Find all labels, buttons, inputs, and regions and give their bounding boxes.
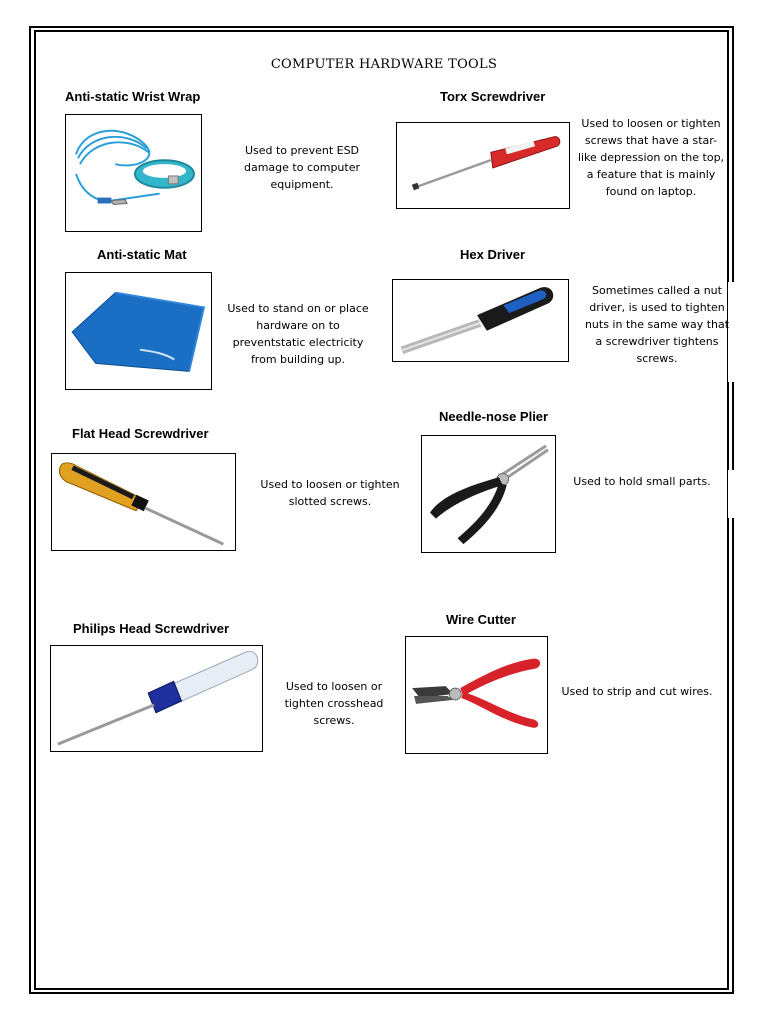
border-gap	[728, 470, 740, 518]
tool-desc-wrist-wrap: Used to prevent ESD damage to computer equipment.	[243, 144, 360, 191]
tool-desc-hex: Sometimes called a nut driver, is used to tighten nuts in the same way that a screwdriver tightens screws.	[584, 284, 730, 365]
hex-driver-image	[392, 279, 569, 362]
tool-label-wrist-wrap: Anti-static Wrist Wrap	[65, 89, 201, 104]
tool-desc-torx: Used to loosen or tighten screws that have a star-like depression on the top, a feature that is mainly found on laptop.	[577, 117, 725, 198]
tool-label-mat: Anti-static Mat	[97, 247, 187, 262]
tool-desc-flathead: Used to loosen or tighten slotted screws.	[260, 478, 400, 508]
tool-desc-philips: Used to loosen or tighten crosshead screws.	[284, 680, 384, 727]
flathead-screwdriver-icon	[52, 454, 235, 550]
needle-nose-plier-image	[421, 435, 556, 553]
wrist-wrap-icon	[66, 115, 201, 231]
tool-label-needlenose: Needle-nose Plier	[439, 409, 549, 424]
page-title: COMPUTER HARDWARE TOOLS	[270, 57, 498, 72]
anti-static-mat-icon	[66, 273, 211, 389]
anti-static-mat-image	[65, 272, 212, 390]
tool-label-hex: Hex Driver	[460, 247, 526, 262]
torx-screwdriver-image	[396, 122, 570, 209]
hex-driver-icon	[393, 280, 568, 361]
needle-nose-plier-icon	[422, 436, 555, 552]
wire-cutter-image	[405, 636, 548, 754]
tool-desc-mat: Used to stand on or place hardware on to preventstatic electricity from building up.	[227, 302, 369, 366]
torx-screwdriver-icon	[397, 123, 569, 208]
tool-label-wirecutter: Wire Cutter	[446, 612, 516, 627]
philips-screwdriver-icon	[51, 646, 262, 751]
flathead-screwdriver-image	[51, 453, 236, 551]
tool-label-torx: Torx Screwdriver	[440, 89, 546, 104]
tool-label-philips: Philips Head Screwdriver	[73, 621, 230, 636]
tool-desc-wirecutter: Used to strip and cut wires.	[561, 685, 713, 698]
tool-label-flathead: Flat Head Screwdriver	[72, 426, 209, 441]
philips-screwdriver-image	[50, 645, 263, 752]
wrist-wrap-image	[65, 114, 202, 232]
tool-desc-needlenose: Used to hold small parts.	[573, 475, 711, 488]
wire-cutter-icon	[406, 637, 547, 753]
